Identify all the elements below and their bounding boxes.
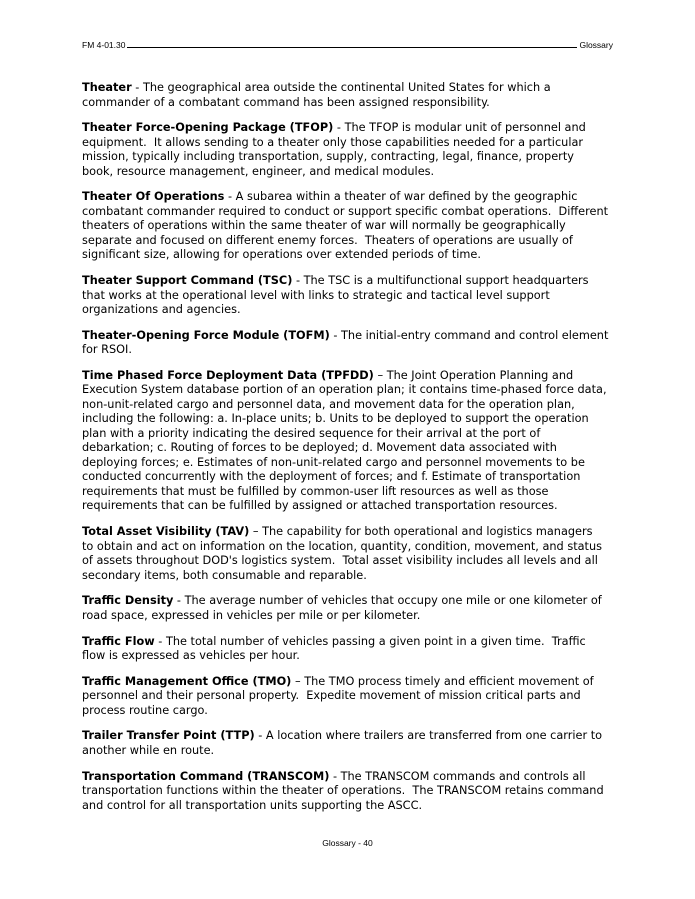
glossary-term: Theater Of Operations xyxy=(82,190,225,204)
glossary-entry xyxy=(82,594,622,623)
definition-text: requirements that must be fulfilled by common-user lift resources as well as those xyxy=(82,484,549,498)
definition-line xyxy=(82,190,622,205)
definition-line xyxy=(82,689,622,704)
definition-line xyxy=(82,554,622,569)
definition-line xyxy=(82,289,622,304)
definition-line xyxy=(82,649,622,664)
definition-text: conducted concurrently with the deployment of forces; and f. Estimate of transportation xyxy=(82,470,581,484)
definition-line xyxy=(82,136,622,151)
definition-line xyxy=(82,303,622,318)
definition-text: deploying forces; e. Estimates of non-unit-related cargo and personnel movements to be xyxy=(82,455,585,469)
definition-text: personnel and their personal property. Expedite movement of mission critical parts and xyxy=(82,689,581,703)
definition-text: process routine cargo. xyxy=(82,703,208,717)
definition-line xyxy=(82,499,622,514)
definition-text: The TMO process timely and efficient movement of xyxy=(304,674,594,688)
definition-text: non-unit-related cargo and personnel data, and movement data for the operation plan, xyxy=(82,397,575,411)
definition-line xyxy=(82,609,622,624)
term-separator: - xyxy=(329,769,341,783)
definition-text: The total number of vehicles passing a given point in a given time. Traffic xyxy=(165,634,586,648)
definition-text: requirements that can be fulfilled by assigned or attached transportation resources. xyxy=(82,499,558,513)
definition-text: plan with a priority indicating the desired sequence for their arrival at the port of xyxy=(82,426,541,440)
definition-text: and control for all transportation units supporting the ASCC. xyxy=(82,798,423,812)
definition-line xyxy=(82,343,622,358)
term-separator: - xyxy=(224,190,236,204)
definition-text: equipment. It allows sending to a theater only those capabilities needed for a particular xyxy=(82,135,584,149)
definition-text: The Joint Operation Planning and xyxy=(386,368,574,382)
term-separator: – xyxy=(373,368,387,382)
definition-line xyxy=(82,594,622,609)
definition-line xyxy=(82,635,622,650)
definition-line xyxy=(82,744,622,759)
definition-text: The capability for both operational and logistics managers xyxy=(262,525,593,539)
definition-line xyxy=(82,540,622,555)
definition-text: The TSC is a multifunctional support headquarters xyxy=(303,274,589,288)
term-separator: - xyxy=(292,274,304,288)
glossary-term: Traffic Flow xyxy=(82,634,155,648)
definition-line xyxy=(82,485,622,500)
definition-line xyxy=(82,248,622,263)
definition-text: mission, typically including transportation, supply, contracting, legal, finance, property xyxy=(82,150,574,164)
glossary-term: Trailer Transfer Point (TTP) xyxy=(82,729,255,743)
glossary-term: Traffic Density xyxy=(82,594,174,608)
definition-line xyxy=(82,799,622,814)
glossary-entry xyxy=(82,121,622,179)
glossary-entry xyxy=(82,369,622,514)
definition-text: The TRANSCOM commands and controls all xyxy=(340,769,586,783)
glossary-entry xyxy=(82,329,622,358)
glossary-entry xyxy=(82,675,622,719)
definition-line xyxy=(82,525,622,540)
definition-text: debarkation; c. Routing of forces to be deployed; d. Movement data associated with xyxy=(82,441,557,455)
definition-line xyxy=(82,329,622,344)
definition-line xyxy=(82,369,622,384)
glossary-term: Theater Support Command (TSC) xyxy=(82,274,293,288)
definition-text: including the following: a. In-place units; b. Units to be deployed to support the operation xyxy=(82,412,589,426)
definition-line xyxy=(82,675,622,690)
definition-text: secondary items, both consumable and reparable. xyxy=(82,568,367,582)
document-id: FM 4-01.30 xyxy=(82,40,126,50)
term-separator: - xyxy=(329,328,342,342)
definition-line xyxy=(82,470,622,485)
definition-line xyxy=(82,412,622,427)
glossary-entry xyxy=(82,770,622,814)
definition-text: of assets throughout DOD's logistics system. Total asset visibility includes all levels and all xyxy=(82,554,598,568)
glossary-term: Transportation Command (TRANSCOM) xyxy=(82,769,330,783)
glossary-term: Total Asset Visibility (TAV) xyxy=(82,525,250,539)
definition-text: The TFOP is modular unit of personnel and xyxy=(344,121,586,135)
definition-text: combatant commander required to conduct or support specific combat operations. Different xyxy=(82,204,609,218)
definition-line xyxy=(82,150,622,165)
glossary-entry xyxy=(82,274,622,318)
definition-text: A location where trailers are transferred from one carrier to xyxy=(265,729,603,743)
term-separator: - xyxy=(333,121,345,135)
definition-line xyxy=(82,770,622,785)
definition-text: for RSOI. xyxy=(82,343,132,357)
definition-line xyxy=(82,704,622,719)
term-separator: - xyxy=(173,594,185,608)
definition-line xyxy=(82,96,622,111)
definition-text: commander of a combatant command has been assigned responsibility. xyxy=(82,95,490,109)
definition-text: significant size, allowing for operations over extended periods of time. xyxy=(82,248,481,262)
definition-line xyxy=(82,383,622,398)
glossary-entry xyxy=(82,525,622,583)
term-separator: – xyxy=(249,525,263,539)
glossary-entry xyxy=(82,729,622,758)
glossary-entries xyxy=(82,81,622,813)
definition-text: The geographical area outside the continental United States for which a xyxy=(142,81,551,94)
glossary-term: Time Phased Force Deployment Data (TPFDD) xyxy=(82,368,374,382)
definition-text: flow is expressed as vehicles per hour. xyxy=(82,649,300,662)
definition-line xyxy=(82,234,622,249)
glossary-term: Theater xyxy=(82,81,132,94)
term-separator: - xyxy=(254,729,266,743)
definition-line xyxy=(82,274,622,289)
glossary-entry xyxy=(82,635,622,664)
definition-line xyxy=(82,427,622,442)
glossary-term: Theater Force-Opening Package (TFOP) xyxy=(82,121,334,135)
definition-text: book, resource management, engineer, and medical modules. xyxy=(82,164,435,178)
definition-text: to obtain and act on information on the location, quantity, condition, movement, and status xyxy=(82,539,603,553)
glossary-entry xyxy=(82,81,622,110)
section-title: Glossary xyxy=(579,40,613,50)
term-separator: - xyxy=(131,81,143,94)
definition-text: road space, expressed in vehicles per mile or per kilometer. xyxy=(82,608,421,622)
definition-line xyxy=(82,81,622,96)
definition-line xyxy=(82,205,622,220)
definition-text: theaters of operations within the same theater of war will normally be geographically xyxy=(82,219,566,233)
definition-text: another while en route. xyxy=(82,743,215,757)
definition-line xyxy=(82,165,622,180)
glossary-entry xyxy=(82,190,622,263)
definition-text: The initial-entry command and control element xyxy=(341,328,609,342)
glossary-term: Traffic Management Office (TMO) xyxy=(82,674,292,688)
definition-line xyxy=(82,398,622,413)
definition-line xyxy=(82,219,622,234)
definition-line xyxy=(82,784,622,799)
definition-text: A subarea within a theater of war defined by the geographic xyxy=(235,190,578,204)
definition-line xyxy=(82,729,622,744)
page-header xyxy=(82,40,613,50)
definition-text: that works at the operational level with links to strategic and tactical level support xyxy=(82,288,550,302)
definition-line xyxy=(82,441,622,456)
page-footer: Glossary - 40 xyxy=(322,838,373,848)
definition-line xyxy=(82,121,622,136)
definition-text: Execution System database portion of an operation plan; it contains time-phased force data, xyxy=(82,383,607,397)
glossary-term: Theater-Opening Force Module (TOFM) xyxy=(82,328,330,342)
header-rule xyxy=(127,47,577,48)
definition-text: separate and focused on different enemy forces. Theaters of operations are usually of xyxy=(82,233,573,247)
definition-text: transportation functions within the theater of operations. The TRANSCOM retains command xyxy=(82,784,604,798)
term-separator: - xyxy=(154,634,166,648)
definition-text: organizations and agencies. xyxy=(82,303,241,317)
term-separator: – xyxy=(291,674,305,688)
definition-line xyxy=(82,569,622,584)
definition-text: The average number of vehicles that occupy one mile or one kilometer of xyxy=(184,594,602,608)
definition-line xyxy=(82,456,622,471)
